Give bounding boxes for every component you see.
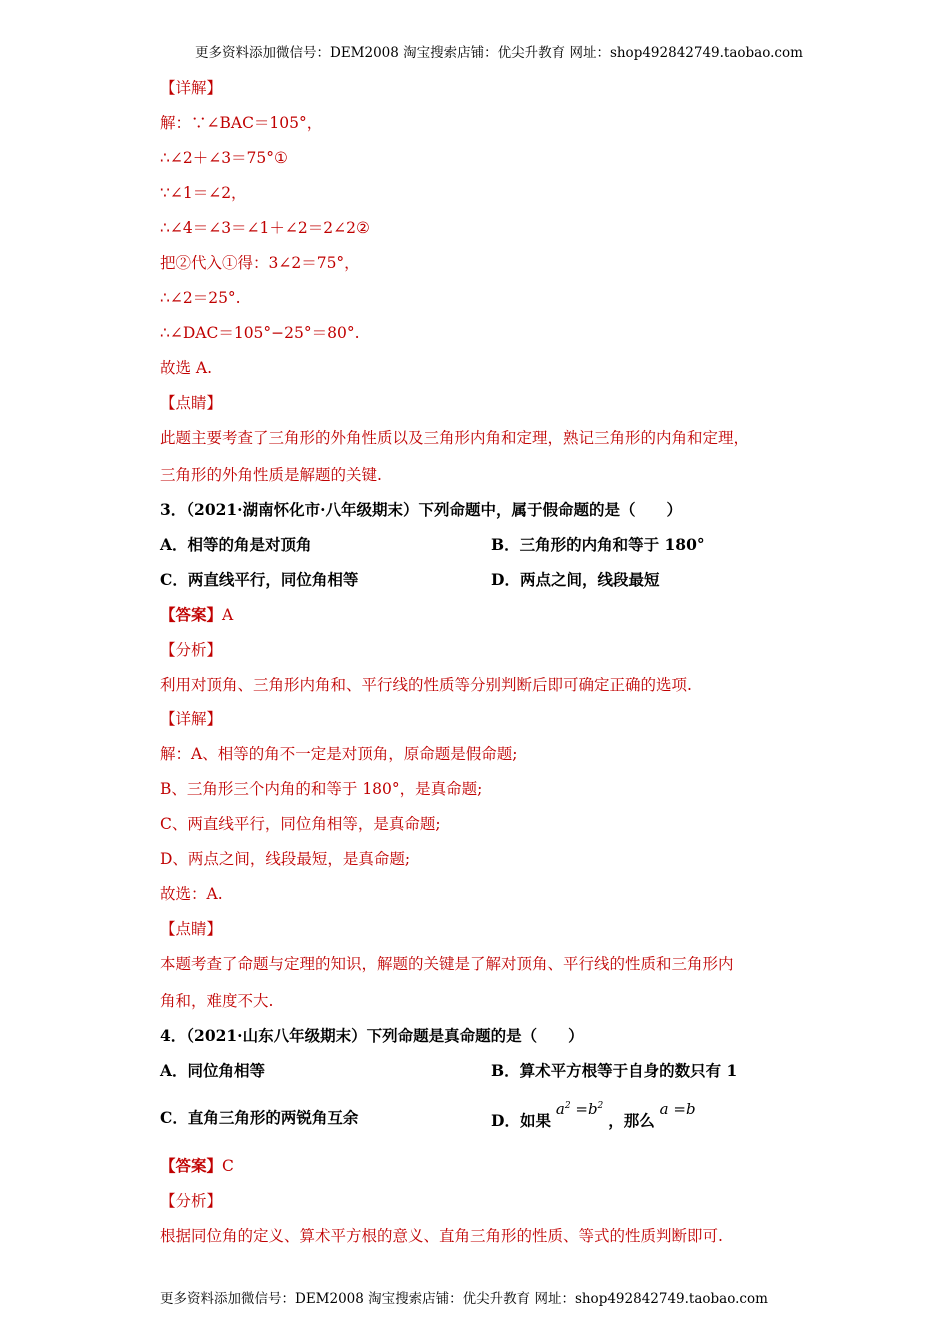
q3-dianjing-tag: 【点睛】	[160, 920, 223, 938]
q2-step-4: ∴∠4＝∠3＝∠1＋∠2＝2∠2②	[160, 219, 370, 237]
q3-fenxi-tag: 【分析】	[160, 641, 223, 659]
q2-dianjing-line-2: 三角形的外角性质是解题的关键.	[160, 466, 382, 484]
q2-step-6: ∴∠2＝25°.	[160, 289, 241, 307]
q4-option-b: B．算术平方根等于自身的数只有 1	[491, 1061, 738, 1080]
q4-option-d-formula-2: a =b	[659, 1100, 696, 1118]
q3-answer-tag: 【答案】	[160, 605, 223, 624]
q3-dianjing-line-1: 本题考查了命题与定理的知识，解题的关键是了解对顶角、平行线的性质和三角形内	[160, 955, 734, 973]
q3-option-a: A．相等的角是对顶角	[160, 535, 312, 554]
q4-fenxi-tag: 【分析】	[160, 1192, 223, 1210]
q3-step-5: 故选：A.	[160, 885, 223, 903]
q2-step-3: ∵∠1＝∠2，	[160, 184, 247, 202]
q4-answer-value: C	[222, 1157, 234, 1175]
q4-option-d-prefix: D．如果	[491, 1111, 551, 1130]
q3-answer-value: A	[222, 606, 234, 624]
q3-step-3: C、两直线平行，同位角相等，是真命题;	[160, 815, 441, 833]
q4-option-d-formula-1: $a^2 =b^2$	[555, 1100, 604, 1118]
q2-dianjing-line-1: 此题主要考查了三角形的外角性质以及三角形内角和定理，熟记三角形的内角和定理，	[160, 429, 750, 447]
q2-step-2: ∴∠2＋∠3＝75°①	[160, 149, 288, 167]
q3-option-d: D．两点之间，线段最短	[491, 570, 660, 589]
q3-xiangjie-tag: 【详解】	[160, 710, 223, 728]
q2-dianjing-tag: 【点睛】	[160, 394, 223, 412]
page-footer: 更多资料添加微信号：DEM2008 淘宝搜索店铺：优尖升教育 网址：shop492842749.taobao.com	[160, 1291, 768, 1307]
q3-option-c: C．两直线平行，同位角相等	[160, 570, 359, 589]
q2-step-1: 解：∵∠BAC＝105°，	[160, 114, 323, 132]
q4-question: 4．（2021·山东八年级期末）下列命题是真命题的是（ ）	[160, 1026, 584, 1045]
q4-option-d-mid: ，那么	[608, 1111, 655, 1130]
q4-option-a: A．同位角相等	[160, 1061, 266, 1080]
q3-dianjing-line-2: 角和，难度不大.	[160, 992, 274, 1010]
q2-xiangjie-tag: 【详解】	[160, 79, 223, 97]
q3-fenxi: 利用对顶角、三角形内角和、平行线的性质等分别判断后即可确定正确的选项.	[160, 676, 692, 694]
q2-step-7: ∴∠DAC＝105°−25°＝80°.	[160, 324, 360, 342]
q3-step-4: D、两点之间，线段最短，是真命题;	[160, 850, 411, 868]
q3-answer	[160, 605, 233, 625]
q4-option-c: C．直角三角形的两锐角互余	[160, 1108, 359, 1127]
q2-step-5: 把②代入①得：3∠2＝75°，	[160, 254, 360, 272]
q3-step-2: B、三角形三个内角的和等于 180°，是真命题;	[160, 780, 483, 798]
q4-fenxi: 根据同位角的定义、算术平方根的意义、直角三角形的性质、等式的性质判断即可.	[160, 1227, 723, 1245]
q4-option-d	[491, 1100, 696, 1131]
page-header: 更多资料添加微信号：DEM2008 淘宝搜索店铺：优尖升教育 网址：shop492842749.taobao.com	[195, 45, 803, 61]
q2-step-8: 故选 A.	[160, 359, 213, 377]
q4-answer	[160, 1156, 234, 1176]
q4-answer-tag: 【答案】	[160, 1156, 223, 1175]
q3-option-b: B．三角形的内角和等于 180°	[491, 535, 705, 554]
q3-step-1: 解：A、相等的角不一定是对顶角，原命题是假命题;	[160, 745, 518, 763]
q3-question: 3．（2021·湖南怀化市·八年级期末）下列命题中，属于假命题的是（ ）	[160, 500, 682, 519]
